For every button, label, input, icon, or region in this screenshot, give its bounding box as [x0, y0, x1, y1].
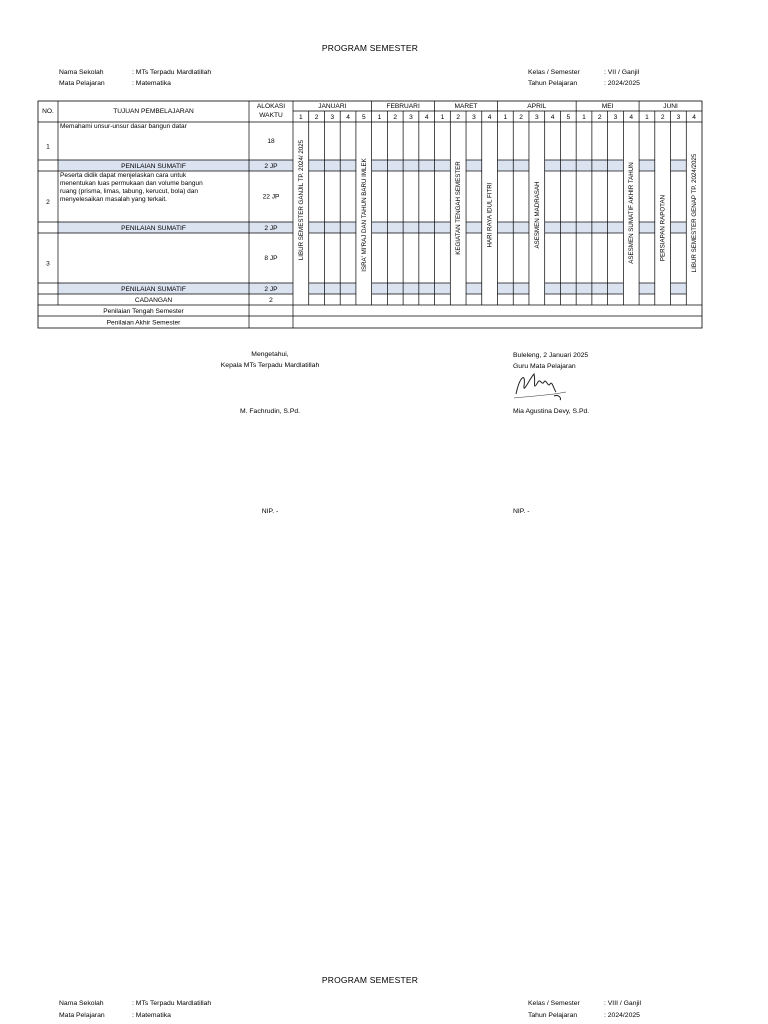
week-number: 4 — [424, 114, 429, 121]
page2-class-label: Kelas / Semester — [528, 1000, 580, 1007]
week-shade — [608, 283, 624, 294]
allocation-value: 8 JP — [264, 255, 278, 262]
week-shade — [466, 160, 482, 171]
week-shade — [340, 160, 356, 171]
week-shade — [372, 222, 388, 233]
week-number: 1 — [503, 114, 508, 121]
event-label: ASESMEN SUMATIF AKHIR TAHUN — [628, 162, 636, 264]
week-shade — [545, 283, 561, 294]
page2-year-label: Tahun Pelajaran — [528, 1012, 578, 1019]
principal-name: M. Fachrudin, S.Pd. — [239, 408, 301, 415]
week-shade — [309, 160, 325, 171]
week-number: 2 — [456, 114, 461, 121]
month-header-februari: FEBRUARI — [386, 103, 420, 110]
cadangan-value: 2 — [269, 297, 273, 304]
week-number: 2 — [393, 114, 398, 121]
sumatif-jp: 2 JP — [264, 163, 278, 170]
week-shade — [545, 160, 561, 171]
class-value: : VII / Ganjil — [604, 69, 640, 76]
place-date: Buleleng, 2 Januari 2025 — [513, 352, 589, 359]
week-shade — [419, 222, 435, 233]
row-number: 3 — [46, 260, 50, 268]
row-number: 1 — [46, 143, 50, 151]
week-shade — [324, 222, 340, 233]
row-number: 2 — [46, 199, 50, 206]
week-number: 3 — [472, 114, 476, 121]
subject-label: Mata Pelajaran — [59, 80, 105, 87]
pts-label: Penilaian Tengah Semester — [103, 308, 184, 315]
page2-school-label: Nama Sekolah — [59, 1000, 104, 1007]
week-number: 4 — [550, 114, 555, 121]
week-shade — [387, 222, 403, 233]
cadangan-label: CADANGAN — [134, 297, 173, 304]
week-number: 1 — [377, 114, 382, 121]
week-number: 5 — [566, 114, 571, 121]
month-header-maret: MARET — [454, 103, 478, 110]
week-number: 3 — [613, 114, 618, 121]
event-label: KEGIATAN TENGAH SEMESTER — [455, 161, 463, 255]
week-shade — [576, 283, 592, 294]
event-label: HARI RAYA IDUL FITRI — [486, 182, 494, 248]
week-shade — [513, 222, 529, 233]
school-label: Nama Sekolah — [59, 69, 104, 76]
week-shade — [466, 222, 482, 233]
week-shade — [340, 222, 356, 233]
week-number: 2 — [314, 114, 319, 121]
week-shade — [671, 283, 687, 294]
week-number: 1 — [299, 114, 303, 121]
week-shade — [671, 160, 687, 171]
sumatif-jp: 2 JP — [264, 225, 278, 232]
page2-class-value: : VIII / Ganjil — [604, 1000, 642, 1007]
col-no-header: NO. — [42, 108, 54, 115]
week-shade — [498, 283, 514, 294]
school-value: : MTs Terpadu Mardlatillah — [132, 69, 212, 76]
week-shade — [639, 160, 655, 171]
event-label: LIBUR SEMESTER GENAP TP. 2024/2025 — [691, 153, 699, 273]
week-shade — [592, 160, 608, 171]
pas-label: Penilaian Akhir Semester — [106, 319, 181, 327]
sumatif-label: PENILAIAN SUMATIF — [121, 286, 186, 293]
principal-nip: NIP. - — [261, 508, 279, 515]
week-number: 3 — [534, 114, 539, 121]
week-shade — [671, 222, 687, 233]
sumatif-label: PENILAIAN SUMATIF — [121, 225, 186, 232]
month-header-april: APRIL — [527, 103, 547, 110]
week-shade — [466, 283, 482, 294]
event-label: ISRA' MI'RAJ DAN TAHUN BARU IMLEK — [360, 158, 368, 272]
week-shade — [639, 222, 655, 233]
week-shade — [576, 222, 592, 233]
week-shade — [513, 160, 529, 171]
week-number: 1 — [582, 114, 586, 121]
week-shade — [545, 222, 561, 233]
week-shade — [498, 160, 514, 171]
acknowledge-text: Mengetahui, — [251, 351, 289, 358]
week-shade — [435, 160, 451, 171]
week-shade — [592, 222, 608, 233]
week-number: 2 — [597, 114, 602, 121]
week-shade — [419, 283, 435, 294]
week-number: 2 — [660, 114, 665, 121]
week-shade — [387, 283, 403, 294]
subject-value: : Matematika — [132, 80, 171, 87]
week-shade — [372, 283, 388, 294]
week-shade — [435, 283, 451, 294]
week-shade — [560, 160, 576, 171]
week-shade — [639, 283, 655, 294]
week-shade — [340, 283, 356, 294]
page2-year-value: : 2024/2025 — [604, 1012, 640, 1019]
allocation-value: 18 — [267, 138, 275, 145]
allocation-value: 22 JP — [262, 193, 280, 201]
learning-objective-text: ruang (prisma, limas, tabung, kerucut, bola) dan — [60, 188, 199, 195]
week-shade — [309, 283, 325, 294]
semester-schedule-table — [0, 0, 768, 340]
month-header-mei: MEI — [601, 103, 614, 110]
week-shade — [592, 283, 608, 294]
week-shade — [513, 283, 529, 294]
week-number: 5 — [361, 114, 366, 121]
event-label: LIBUR SEMESTER GANJIL TP. 2024/ 2025 — [297, 139, 305, 261]
week-shade — [608, 160, 624, 171]
week-shade — [324, 283, 340, 294]
week-shade — [372, 160, 388, 171]
week-number: 3 — [409, 114, 413, 121]
sumatif-jp: 2 JP — [264, 286, 278, 293]
page-title: PROGRAM SEMESTER — [321, 43, 419, 53]
week-number: 3 — [330, 114, 335, 121]
teacher-name: Mia Agustina Devy, S.Pd. — [513, 408, 590, 415]
principal-title: Kepala MTs Terpadu Mardlatillah — [220, 362, 320, 369]
learning-objective-text: Memahami unsur-unsur dasar bangun datar — [60, 123, 187, 130]
event-label: PERSIAPAN RAPOTAN — [659, 194, 667, 262]
week-shade — [419, 160, 435, 171]
page2-subject-label: Mata Pelajaran — [59, 1012, 105, 1019]
week-number: 3 — [676, 114, 681, 121]
page2-title: PROGRAM SEMESTER — [321, 975, 419, 985]
week-number: 4 — [629, 114, 634, 121]
week-shade — [403, 222, 419, 233]
page2-school-value: : MTs Terpadu Mardlatillah — [132, 1000, 212, 1007]
learning-objective-text: menyelesaikan masalah yang terkait. — [60, 196, 167, 203]
col-alokasi-header: ALOKASI — [256, 103, 286, 110]
year-value: : 2024/2025 — [604, 80, 640, 87]
event-label: ASESMEN MADRASAH — [533, 181, 541, 249]
week-number: 2 — [519, 114, 523, 121]
week-shade — [403, 283, 419, 294]
class-label: Kelas / Semester — [528, 69, 580, 76]
week-shade — [608, 222, 624, 233]
page2-subject-value: : Matematika — [132, 1012, 171, 1019]
col-tp-header: TUJUAN PEMBELAJARAN — [113, 108, 194, 115]
month-header-juni: JUNI — [663, 103, 678, 110]
week-number: 1 — [440, 114, 445, 121]
col-waktu-header: WAKTU — [259, 112, 283, 119]
learning-objective-text: Peserta didik dapat menjelaskan cara untuk — [60, 172, 187, 179]
year-label: Tahun Pelajaran — [528, 80, 578, 87]
week-shade — [560, 222, 576, 233]
week-shade — [324, 160, 340, 171]
signature-image — [510, 368, 570, 408]
week-shade — [498, 222, 514, 233]
learning-objective-text: menentukan luas permukaan dan volume bangun — [60, 180, 203, 187]
week-number: 4 — [692, 114, 696, 121]
teacher-title: Guru Mata Pelajaran — [513, 363, 576, 370]
week-number: 1 — [645, 114, 649, 121]
week-number: 4 — [346, 114, 350, 121]
week-shade — [560, 283, 576, 294]
week-number: 4 — [487, 114, 492, 121]
sumatif-label: PENILAIAN SUMATIF — [121, 163, 186, 170]
month-header-januari: JANUARI — [318, 103, 347, 110]
week-shade — [403, 160, 419, 171]
week-shade — [576, 160, 592, 171]
teacher-nip: NIP. - — [513, 508, 530, 515]
week-shade — [309, 222, 325, 233]
week-shade — [387, 160, 403, 171]
week-shade — [435, 222, 451, 233]
